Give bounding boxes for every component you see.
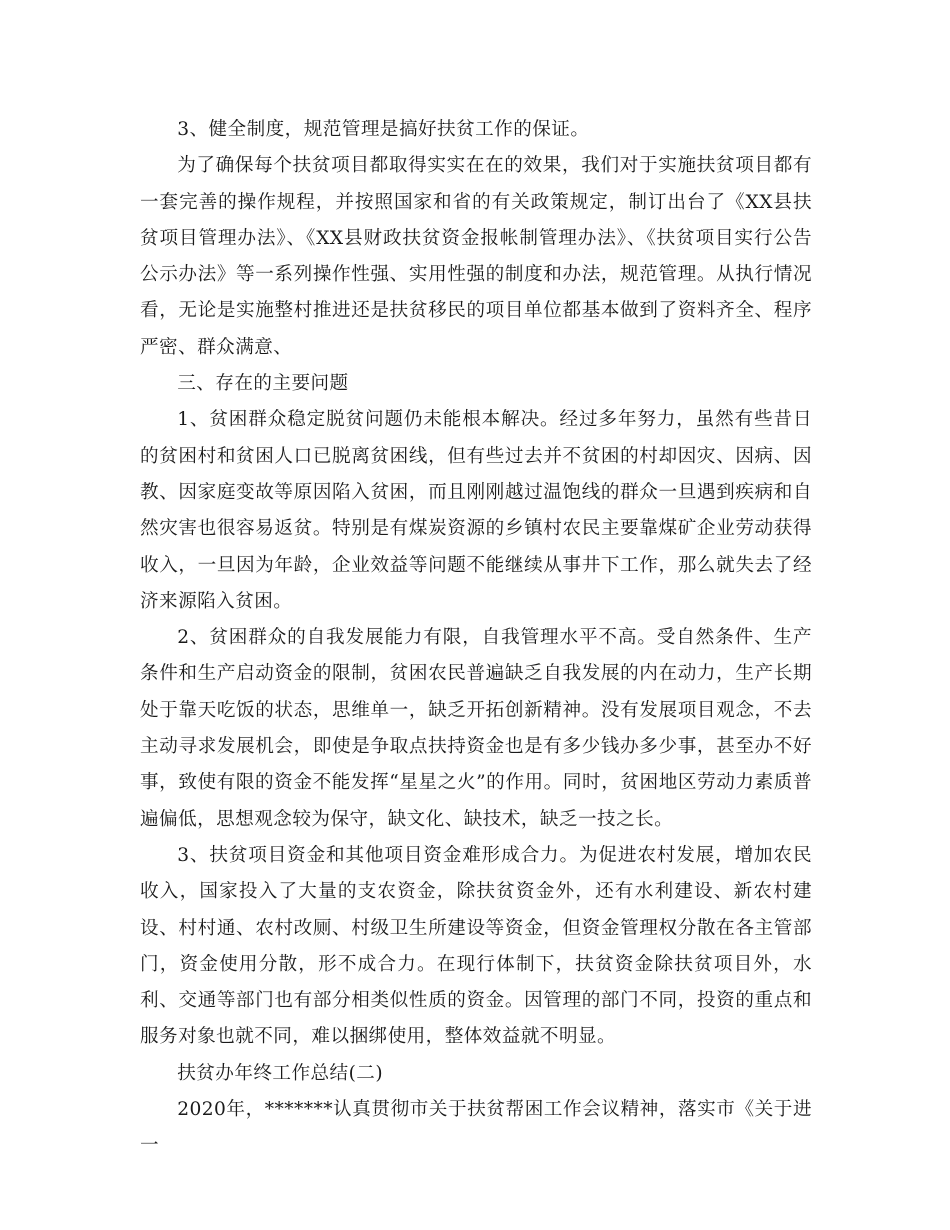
section-heading-main-problems: 三、存在的主要问题 [177,373,349,395]
paragraph-problem-1: 1、贫困群众稳定脱贫问题仍未能根本解决。经过多年努力，虽然有些昔日的贫困村和贫困人口已脱离贫困线，但有些过去并不贫困的村却因灾、因病、因教、因家庭变故等原因陷入贫困，而且刚刚越过温饱线的群众一旦遇到疾病和自然灾害也很容易返贫。特别是有煤炭资源的乡镇村农民主要靠煤矿企业劳动获得收入，一旦因为年龄，企业效益等问题不能继续从事井下工作，那么就失去了经济来源陷入贫困。 [140,409,812,612]
document-body [140,112,812,1165]
paragraph-problem-3: 3、扶贫项目资金和其他项目资金难形成合力。为促进农村发展，增加农民收入，国家投入了大量的支农资金，除扶贫资金外，还有水利建设、新农村建设、村村通、农村改厕、村级卫生所建设等资金，但资金管理权分散在各主管部门，资金使用分散，形不成合力。在现行体制下，扶贫资金除扶贫项目外，水利、交通等部门也有部分相类似性质的资金。因管理的部门不同，投资的重点和服务对象也就不同，难以捆绑使用，整体效益就不明显。 [140,844,812,1048]
paragraph-problem-2: 2、贫困群众的自我发展能力有限，自我管理水平不高。受自然条件、生产条件和生产启动资金的限制，贫困农民普遍缺乏自我发展的内在动力，生产长期处于靠天吃饭的状态，思维单一，缺乏开拓创新精神。没有发展项目观念，不去主动寻求发展机会，即使是争取点扶持资金也是有多少钱办多少事，甚至办不好事，致使有限的资金不能发挥“星星之火”的作用。同时，贫困地区劳动力素质普遍偏低，思想观念较为保守，缺文化、缺技术，缺乏一技之长。 [140,627,812,830]
paragraph-2020-intro: 2020年，*******认真贯彻市关于扶贫帮困工作会议精神，落实市《关于进一 [140,1099,812,1157]
paragraph-section-3-heading: 3、健全制度，规范管理是搞好扶贫工作的保证。 [177,119,590,140]
document-title-part-2: 扶贫办年终工作总结(二) [177,1062,384,1084]
paragraph-management-rules: 为了确保每个扶贫项目都取得实实在在的效果，我们对于实施扶贫项目都有一套完善的操作规程，并按照国家和省的有关政策规定，制订出台了《XX县扶贫项目管理办法》、《XX县财政扶贫资金报帐制管理办法》、《扶贫项目实行公告公示办法》等一系列操作性强、实用性强的制度和办法，规范管理。从执行情况看，无论是实施整村推进还是扶贫移民的项目单位都基本做到了资料齐全、程序严密、群众满意、 [140,155,812,358]
